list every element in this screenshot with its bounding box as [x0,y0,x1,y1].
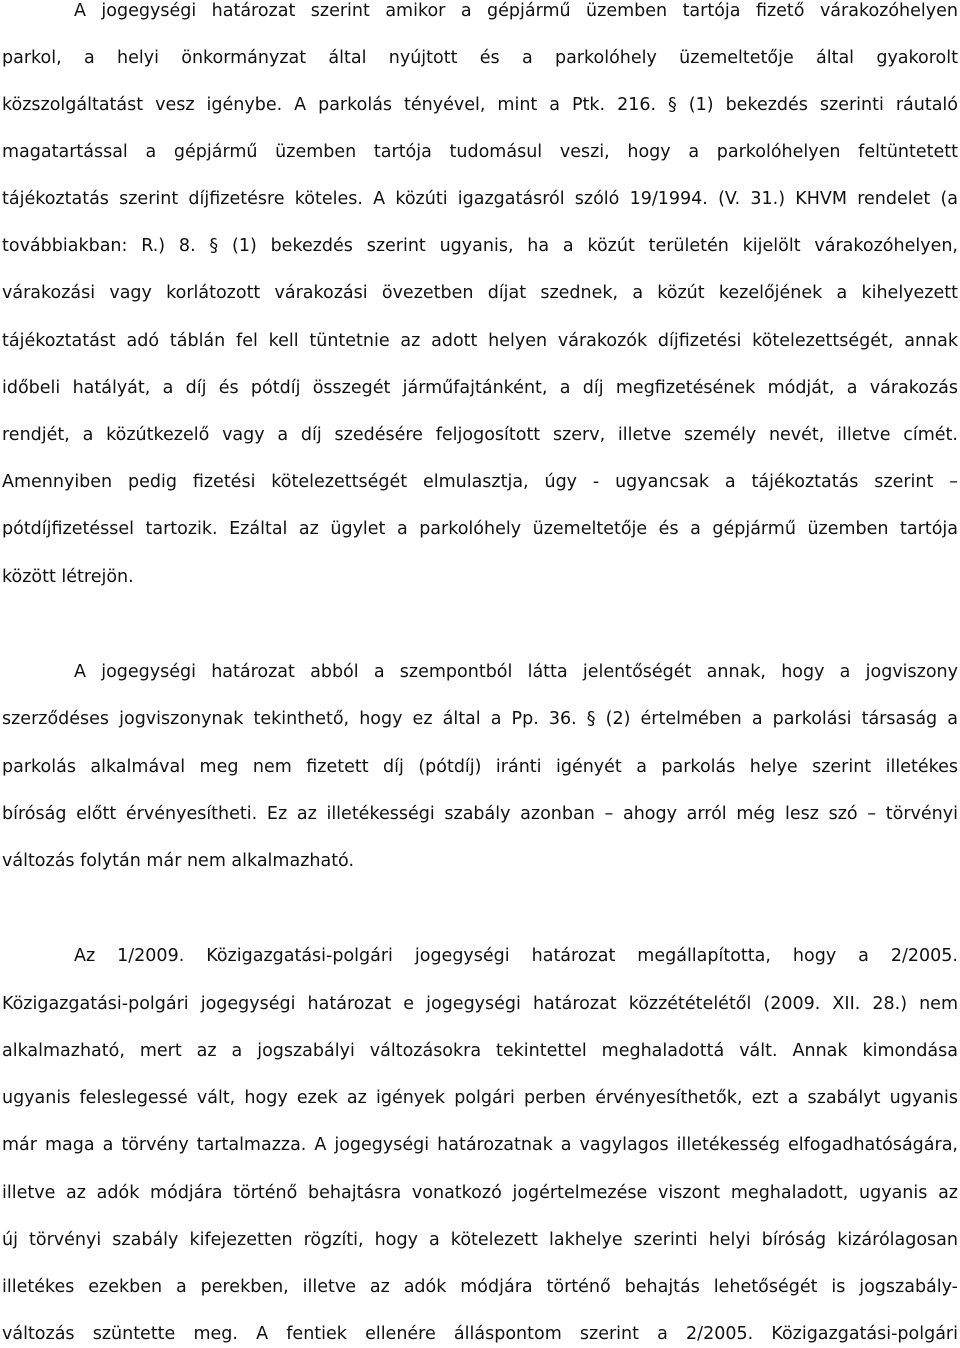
text-line: alkalmazható, mert az a jogszabályi változásokra tekintettel meghaladottá vált. Annak kimondása [2,1041,958,1061]
text-line: parkolás alkalmával meg nem fizetett díj (pótdíj) iránti igényét a parkolás helye szerint illetékes [2,757,958,777]
text-line: pótdíjfizetéssel tartozik. Ezáltal az ügylet a parkolóhely üzemeltetője és a gépjármű üzemben tartója [2,519,958,539]
text-line: magatartással a gépjármű üzemben tartója tudomásul veszi, hogy a parkolóhelyen feltüntetett [2,142,958,162]
text-line: tájékoztatás szerint díjfizetésre köteles. A közúti igazgatásról szóló 19/1994. (V. 31.) KHVM rendelet (a [2,189,958,209]
text-line: Az 1/2009. Közigazgatási-polgári jogegységi határozat megállapította, hogy a 2/2005. [74,946,958,966]
text-line: tájékoztatást adó táblán fel kell tüntetnie az adott helyen várakozók díjfizetési kötelezettségét, annak [2,331,958,351]
text-line: ugyanis feleslegessé vált, hogy ezek az igények polgári perben érvényesíthetők, ezt a szabályt ugyanis [2,1088,958,1108]
text-line: Amennyiben pedig fizetési kötelezettségét elmulasztja, úgy - ugyancsak a tájékoztatás szerint – [2,472,958,492]
text-line: szerződéses jogviszonynak tekinthető, hogy ez által a Pp. 36. § (2) értelmében a parkolási társaság a [2,709,958,729]
text-line: bíróság előtt érvényesítheti. Ez az illetékességi szabály azonban – ahogy arról még lesz szó – törvényi [2,804,958,824]
text-line: már maga a törvény tartalmazza. A jogegységi határozatnak a vagylagos illetékesség elfogadhatóságára, [2,1135,958,1155]
text-line: várakozási vagy korlátozott várakozási övezetben díjat szednek, a közút kezelőjének a kihelyezett [2,283,958,303]
text-line: továbbiakban: R.) 8. § (1) bekezdés szerint ugyanis, ha a közút területén kijelölt várakozóhelyen, [2,236,958,256]
text-line: között létrejön. [2,567,134,587]
text-line: A jogegységi határozat abból a szempontból látta jelentőségét annak, hogy a jogviszony [74,662,958,682]
text-line: Közigazgatási-polgári jogegységi határozat e jogegységi határozat közzétételétől (2009. XII. 28.) nem [2,994,958,1014]
text-line: parkol, a helyi önkormányzat által nyújtott és a parkolóhely üzemeltetője által gyakorolt [2,48,958,68]
text-line: változás szüntette meg. A fentiek ellenére álláspontom szerint a 2/2005. Közigazgatási-polgári [2,1324,958,1344]
text-line: illetve az adók módjára történő behajtásra vonatkozó jogértelmezése viszont meghaladott, ugyanis az [2,1183,958,1203]
text-line: változás folytán már nem alkalmazható. [2,851,355,871]
text-line: A jogegységi határozat szerint amikor a gépjármű üzemben tartója fizető várakozóhelyen [74,1,958,21]
text-line: közszolgáltatást vesz igénybe. A parkolás tényével, mint a Ptk. 216. § (1) bekezdés szerinti ráutaló [2,95,958,115]
text-line: illetékes ezekben a perekben, illetve az adók módjára történő behajtás lehetőségét is jogszabály- [2,1277,958,1297]
text-line: rendjét, a közútkezelő vagy a díj szedésére feljogosított szerv, illetve személy nevét, illetve címét. [2,425,958,445]
text-line: új törvényi szabály kifejezetten rögzíti, hogy a kötelezett lakhelye szerinti helyi bíróság kizárólagosan [2,1230,958,1250]
text-line: időbeli hatályát, a díj és pótdíj összegét járműfajtánként, a díj megfizetésének módját, a várakozás [2,378,958,398]
